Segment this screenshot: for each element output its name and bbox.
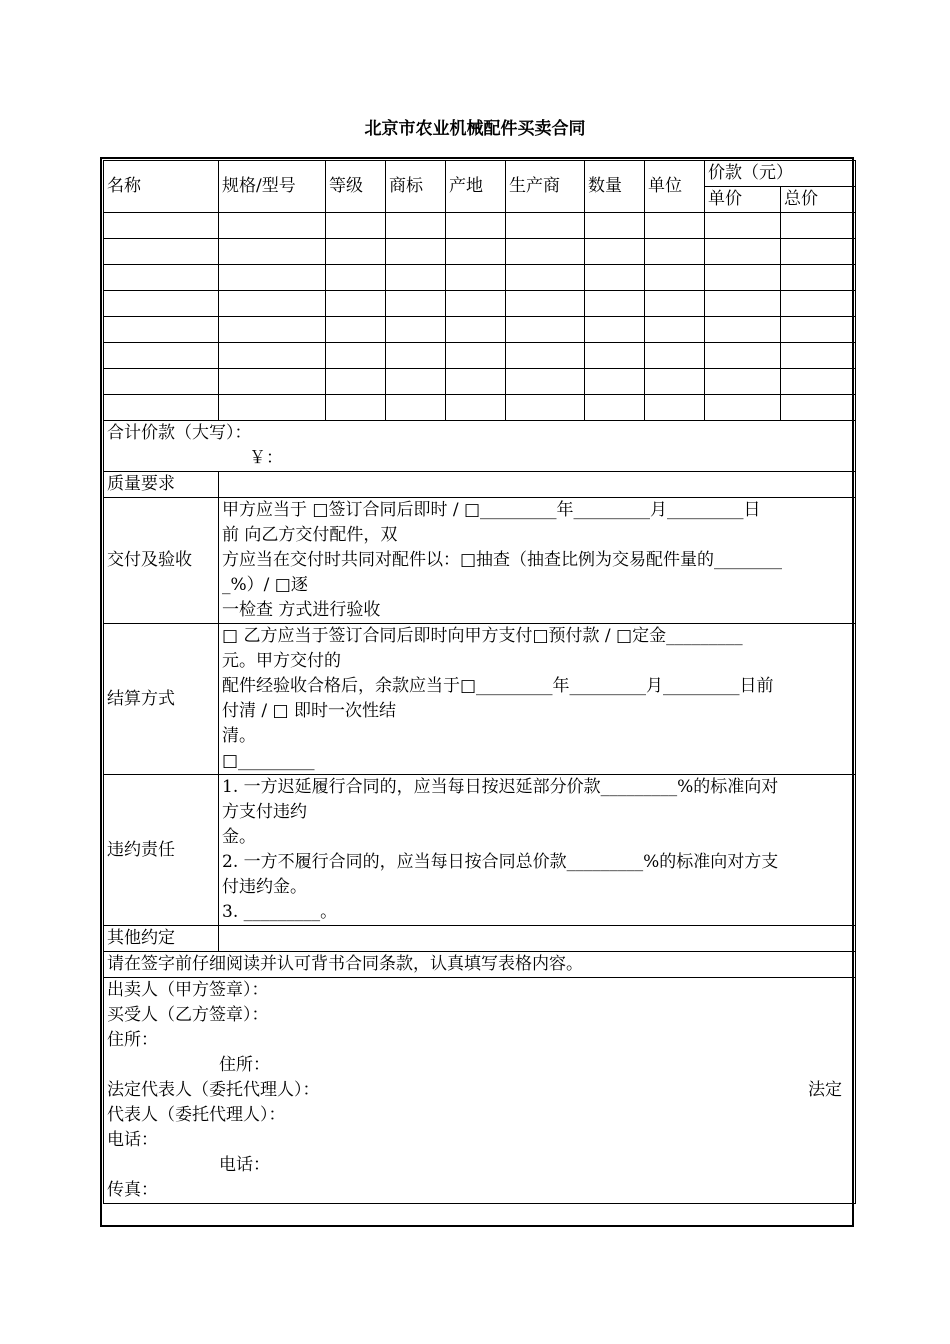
signing-notice: 请在签字前仔细阅读并认可背书合同条款，认真填写表格内容。 — [104, 952, 856, 978]
payment-line: □_________ — [222, 751, 315, 771]
table-row[interactable] — [104, 317, 856, 343]
header-grade: 等级 — [326, 161, 386, 213]
breach-line: 付违约金。 — [222, 877, 307, 897]
quality-label: 质量要求 — [104, 472, 219, 498]
delivery-label: 交付及验收 — [104, 498, 219, 624]
buyer-phone: 电话： — [219, 1155, 270, 1175]
breach-line: 3. _________。 — [222, 902, 338, 922]
signature-block[interactable] — [104, 978, 856, 1204]
total-yen: ￥： — [249, 448, 283, 468]
header-name: 名称 — [104, 161, 219, 213]
breach-line: 方支付违约 — [222, 802, 307, 822]
header-total-price: 总价 — [781, 187, 856, 213]
delivery-line: _%）/ □逐 — [222, 575, 308, 595]
payment-line: 配件经验收合格后，余款应当于□_________年_________月_________日前 — [222, 676, 774, 696]
buyer-address: 住所： — [219, 1055, 270, 1075]
table-row[interactable] — [104, 291, 856, 317]
delivery-line: 前 向乙方交付配件，双 — [222, 525, 398, 545]
delivery-content[interactable] — [219, 498, 856, 624]
quality-value[interactable] — [219, 472, 856, 498]
header-maker: 生产商 — [506, 161, 585, 213]
payment-line: 元。甲方交付的 — [222, 651, 341, 671]
buyer-sign: 买受人（乙方签章）： — [107, 1005, 269, 1025]
seller-address: 住所： — [107, 1030, 158, 1050]
total-price-cell[interactable] — [104, 421, 856, 472]
delivery-line: 甲方应当于 □签订合同后即时 / □_________年_________月_________日 — [222, 500, 761, 520]
header-brand: 商标 — [386, 161, 446, 213]
table-row[interactable] — [104, 395, 856, 421]
other-value[interactable] — [219, 926, 856, 952]
payment-line: □ 乙方应当于签订合同后即时向甲方支付□预付款 / □定金_________ — [222, 626, 743, 646]
fax: 传真： — [107, 1180, 158, 1200]
seller-rep: 法定代表人（委托代理人）： — [107, 1080, 320, 1100]
other-label: 其他约定 — [104, 926, 219, 952]
header-unit-price: 单价 — [705, 187, 781, 213]
breach-line: 金。 — [222, 827, 256, 847]
delivery-line: 方应当在交付时共同对配件以：□抽查（抽查比例为交易配件量的________ — [222, 550, 783, 570]
breach-line: 2. 一方不履行合同的，应当每日按合同总价款_________%的标准向对方支 — [222, 852, 779, 872]
breach-content[interactable] — [219, 775, 856, 926]
table-row[interactable] — [104, 239, 856, 265]
header-qty: 数量 — [585, 161, 645, 213]
seller-phone: 电话： — [107, 1130, 158, 1150]
buyer-rep: 代表人（委托代理人）： — [107, 1105, 286, 1125]
payment-line: 付清 / □ 即时一次性结 — [222, 701, 397, 721]
header-origin: 产地 — [446, 161, 506, 213]
header-unit: 单位 — [645, 161, 705, 213]
contract-table — [103, 160, 856, 1204]
delivery-line: 一检查 方式进行验收 — [222, 600, 381, 620]
table-row[interactable] — [104, 213, 856, 239]
table-row[interactable] — [104, 369, 856, 395]
seller-sign: 出卖人（甲方签章）： — [107, 980, 269, 1000]
rep-line — [107, 1078, 852, 1103]
total-label: 合计价款（大写）： — [107, 423, 252, 443]
payment-label: 结算方式 — [104, 624, 219, 775]
header-price: 价款（元） — [705, 161, 856, 187]
buyer-rep-prefix: 法定 — [808, 1080, 842, 1100]
payment-content[interactable] — [219, 624, 856, 775]
table-row[interactable] — [104, 265, 856, 291]
header-spec: 规格/型号 — [219, 161, 326, 213]
breach-label: 违约责任 — [104, 775, 219, 926]
contract-title: 北京市农业机械配件买卖合同 — [364, 119, 586, 139]
breach-line: 1. 一方迟延履行合同的，应当每日按迟延部分价款_________%的标准向对 — [222, 777, 779, 797]
table-row[interactable] — [104, 343, 856, 369]
payment-line: 清。 — [222, 726, 256, 746]
